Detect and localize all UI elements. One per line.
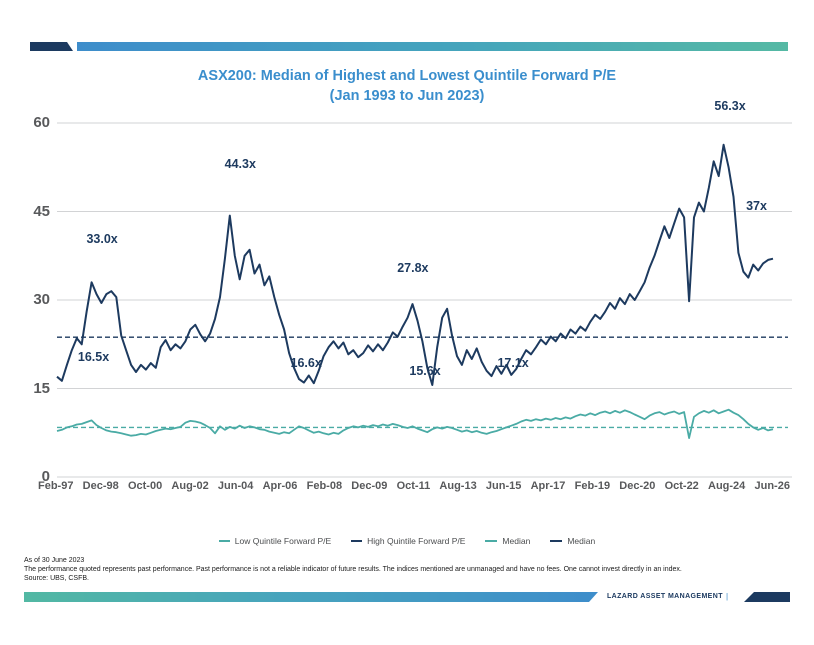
legend-label: High Quintile Forward P/E (367, 536, 466, 546)
legend-marker-icon (485, 540, 497, 542)
y-tick-label: 0 (41, 468, 50, 485)
data-label: 44.3x (224, 157, 256, 172)
x-tick-label: Feb-08 (306, 480, 343, 492)
x-tick-label: Dec-09 (351, 480, 388, 492)
data-label: 17.1x (497, 355, 529, 370)
y-tick-label: 60 (33, 114, 50, 131)
legend-marker-icon (219, 540, 230, 542)
x-axis (38, 480, 790, 492)
x-tick-label: Feb-97 (38, 480, 74, 492)
legend-label: Median (502, 536, 531, 546)
y-tick-label: 30 (33, 291, 50, 308)
x-tick-label: Apr-06 (262, 480, 298, 492)
data-label: 27.8x (397, 261, 429, 276)
legend-item (219, 536, 331, 546)
chart-title-block (0, 66, 814, 106)
data-label: 16.5x (77, 350, 110, 365)
x-tick-label: Jun-26 (754, 480, 790, 492)
bottom-bar-dark-segment (744, 592, 790, 602)
top-bar-dark-segment (30, 42, 73, 51)
legend-label: Low Quintile Forward P/E (234, 536, 332, 546)
y-axis (4, 114, 50, 485)
x-tick-label: Feb-19 (574, 480, 611, 492)
bottom-bar-gradient (24, 592, 598, 602)
chart-subtitle: (Jan 1993 to Jun 2023) (329, 88, 485, 104)
top-bar-gradient (77, 42, 788, 51)
data-label: 56.3x (714, 99, 746, 114)
x-tick-label: Oct-00 (127, 480, 163, 492)
legend-marker-icon (550, 540, 562, 542)
x-tick-label: Jun-04 (217, 480, 254, 492)
x-tick-label: Aug-13 (439, 480, 477, 492)
legend-marker-icon (351, 540, 362, 542)
x-tick-label: Aug-24 (708, 480, 746, 492)
x-tick-label: Oct-11 (396, 480, 431, 492)
legend-item (351, 536, 465, 546)
brand-name: LAZARD ASSET MANAGEMENT (607, 593, 723, 600)
data-label: 15.6x (409, 364, 441, 379)
footnotes (24, 556, 794, 583)
brand-separator: | (726, 592, 729, 601)
legend-item (485, 536, 530, 546)
x-tick-label: Aug-02 (171, 480, 209, 492)
chart-title: ASX200: Median of Highest and Lowest Quintile Forward P/E (197, 68, 617, 84)
series-line (57, 410, 773, 438)
chart-canvas (57, 123, 792, 477)
as-of-note: As of 30 June 2023 (24, 557, 85, 564)
plot-area (57, 99, 792, 477)
chart-legend (0, 536, 814, 546)
disclaimer-note: The performance quoted represents past performance. Past performance is not a reliable indicator of future results. The indices mentioned are unmanaged and have no fees. One cannot invest directly in an index. (24, 566, 682, 573)
x-tick-label: Dec-98 (82, 480, 119, 492)
y-tick-label: 45 (33, 202, 50, 220)
data-label: 37x (746, 198, 767, 213)
x-tick-label: Apr-17 (530, 480, 566, 492)
legend-item (550, 536, 595, 546)
x-tick-label: Jun-15 (485, 480, 522, 492)
x-tick-label: Dec-20 (619, 480, 656, 492)
source-note: Source: UBS, CSFB. (24, 575, 89, 582)
legend-label: Median (567, 536, 596, 546)
y-tick-label: 15 (33, 379, 50, 397)
x-tick-label: Oct-22 (664, 480, 699, 492)
data-label: 33.0x (86, 232, 118, 247)
data-label: 16.6x (290, 355, 322, 370)
